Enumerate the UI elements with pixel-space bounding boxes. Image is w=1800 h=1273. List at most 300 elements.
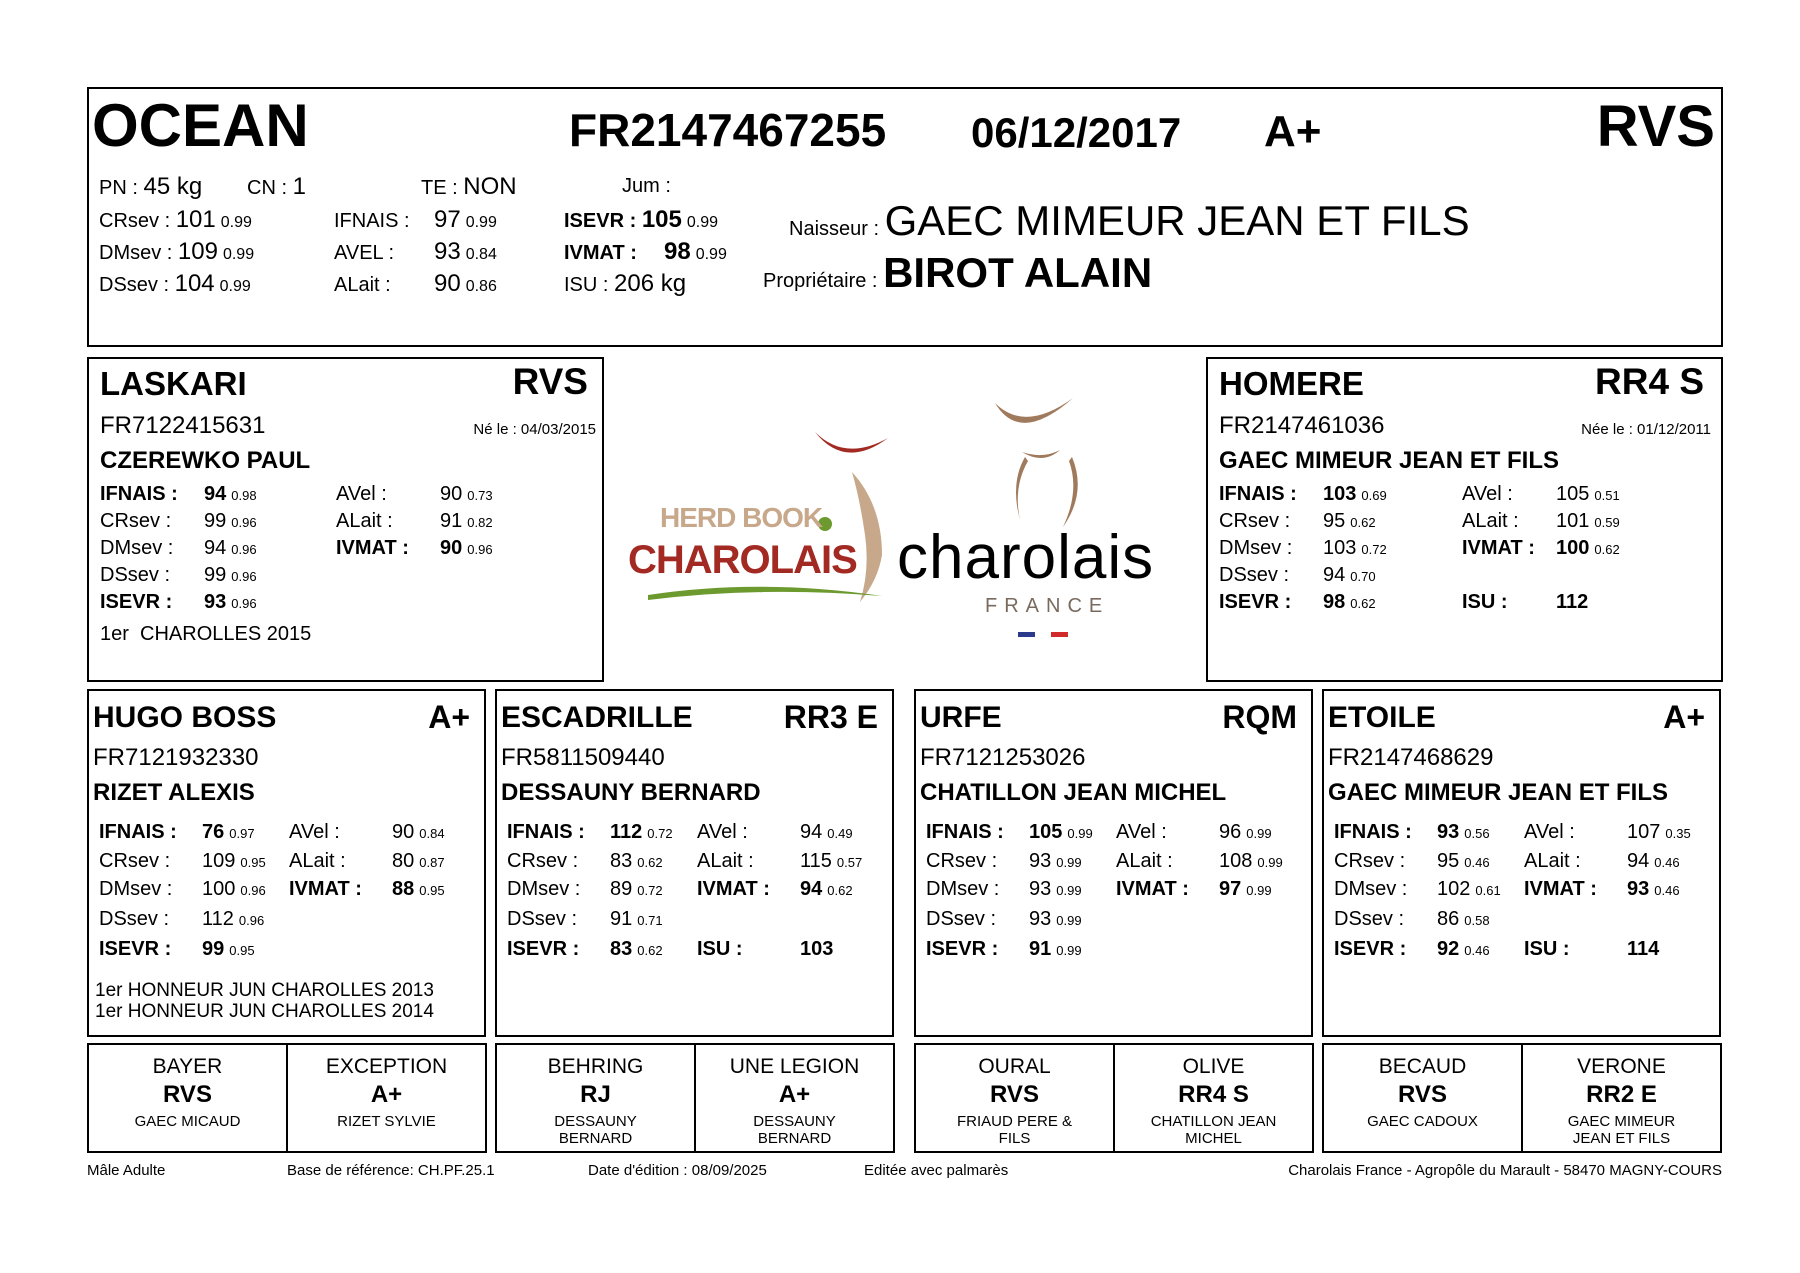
gp-isu-row	[1524, 938, 1659, 961]
crsev-value: 95	[1437, 850, 1460, 872]
dssev-value: 91	[610, 908, 633, 930]
grandparent-box-2	[495, 689, 894, 1037]
crsev-label: CRsev :	[100, 510, 172, 532]
sire-ifnais-row	[100, 483, 257, 506]
proprietaire-value: BIROT ALAIN	[883, 249, 1153, 296]
crsev-label: CRsev :	[1334, 850, 1406, 872]
alait-value: 91	[440, 510, 463, 532]
ifnais-label: IFNAIS :	[1219, 483, 1297, 505]
ivmat-cd: 0.96	[467, 542, 493, 557]
great-grandparent-content	[1115, 1055, 1312, 1147]
grandparent-owner: CHATILLON JEAN MICHEL	[920, 779, 1227, 806]
dssev-value: 86	[1437, 908, 1460, 930]
grandparent-box-1	[87, 689, 486, 1037]
alait-label: ALait :	[1116, 850, 1173, 872]
isevr-value: 93	[204, 591, 227, 613]
charolais-text: charolais	[897, 523, 1155, 592]
isevr-value: 105	[641, 206, 682, 233]
ifnais-cd: 0.56	[1464, 826, 1490, 841]
avel-value: 90	[392, 821, 415, 843]
avel-value: 96	[1219, 821, 1242, 843]
great-grandparent-owner-line-1: GAEC CADOUX	[1367, 1113, 1478, 1130]
gp-ifnais-row	[507, 821, 673, 844]
dam-owner: GAEC MIMEUR JEAN ET FILS	[1219, 447, 1560, 474]
avel-value: 105	[1556, 483, 1590, 505]
alait-cd: 0.57	[836, 855, 863, 870]
gp-ivmat-row	[697, 878, 853, 901]
sire-qualification: RVS	[512, 361, 588, 402]
dam-box	[1206, 357, 1723, 682]
dam-name: HOMERE	[1219, 365, 1364, 402]
avel-cd: 0.73	[467, 488, 493, 503]
ivmat-cd: 0.46	[1654, 883, 1680, 898]
grandparent-name: HUGO BOSS	[93, 701, 277, 734]
grandparent-box-4	[1322, 689, 1721, 1037]
dssev-cd: 0.70	[1350, 569, 1376, 584]
avel-label: AVel :	[289, 821, 340, 843]
ivmat-cd: 0.95	[419, 883, 445, 898]
gp-avel-row	[1524, 821, 1691, 844]
gp-alait-row	[1116, 850, 1283, 873]
ifnais-label: IFNAIS :	[334, 210, 410, 232]
gp-dssev-row	[1334, 908, 1490, 931]
crsev-cd: 0.99	[1056, 855, 1082, 870]
crsev-label: CRsev :	[99, 850, 171, 872]
charolais-herdbook-text: CHAROLAIS	[628, 538, 857, 582]
great-grandparent-name: EXCEPTION	[325, 1055, 448, 1078]
cn-label: CN :	[247, 177, 287, 199]
dssev-label: DSsev :	[507, 908, 578, 930]
avel-cd: 0.35	[1665, 826, 1691, 841]
crsev-value: 99	[204, 510, 227, 532]
great-grandparent-owner-line-2: BERNARD	[757, 1130, 832, 1147]
sire-alait-row	[336, 510, 493, 533]
gp-crsev-row	[507, 850, 663, 873]
great-grandparent-qualification: RVS	[163, 1081, 212, 1108]
isevr-label: ISEVR :	[926, 938, 999, 960]
dssev-cd: 0.58	[1464, 913, 1490, 928]
great-grandparent-box-2	[286, 1043, 487, 1153]
avel-value: 93	[434, 238, 461, 265]
sire-ivmat-row	[336, 537, 493, 560]
ifnais-value: 112	[610, 821, 643, 843]
ivmat-row	[564, 238, 727, 266]
dam-isu-row	[1462, 591, 1588, 614]
proprietaire-field	[763, 249, 1152, 297]
great-grandparent-content	[1324, 1055, 1521, 1130]
animal-name: OCEAN	[92, 92, 309, 159]
gp-ifnais-row	[1334, 821, 1490, 844]
dmsev-label: DMsev :	[100, 537, 174, 559]
sire-isevr-row	[100, 591, 257, 614]
great-grandparent-owner-line-1: RIZET SYLVIE	[337, 1113, 436, 1130]
crsev-cd: 0.99	[220, 214, 252, 231]
avel-cd: 0.51	[1594, 488, 1620, 503]
sire-dmsev-row	[100, 537, 257, 560]
gp-dssev-row	[926, 908, 1082, 931]
dssev-cd: 0.96	[238, 913, 265, 928]
gp-dssev-row	[507, 908, 663, 931]
gp-alait-row	[1524, 850, 1680, 873]
crsev-value: 83	[610, 850, 633, 872]
ifnais-value: 94	[204, 483, 227, 505]
crsev-label: CRsev :	[1219, 510, 1291, 532]
avel-cd: 0.84	[465, 246, 497, 263]
dssev-value: 104	[174, 270, 215, 297]
isevr-label: ISEVR :	[1219, 591, 1292, 613]
ivmat-value: 97	[1219, 878, 1242, 900]
grandparent-qualification: A+	[428, 699, 470, 735]
crsev-label: CRsev :	[507, 850, 579, 872]
ifnais-label: IFNAIS :	[507, 821, 585, 843]
footer-palmares: Editée avec palmarès	[864, 1162, 1009, 1179]
cn-field	[247, 173, 306, 201]
crsev-value: 109	[202, 850, 236, 872]
isevr-cd: 0.62	[637, 943, 663, 958]
charolais-france-logo	[895, 395, 1195, 645]
ivmat-value: 94	[800, 878, 823, 900]
gp-crsev-row	[99, 850, 266, 873]
isevr-label: ISEVR :	[100, 591, 173, 613]
ifnais-label: IFNAIS :	[100, 483, 178, 505]
alait-row	[334, 270, 497, 298]
alait-label: ALait :	[1462, 510, 1519, 532]
ifnais-value: 97	[434, 206, 461, 233]
avel-value: 90	[440, 483, 463, 505]
dam-alait-row	[1462, 510, 1620, 533]
dam-crsev-row	[1219, 510, 1376, 533]
isevr-value: 98	[1323, 591, 1346, 613]
animal-header-box	[87, 87, 1723, 347]
great-grandparent-owner-line-1: DESSAUNY	[753, 1113, 836, 1130]
alait-cd: 0.86	[465, 278, 497, 295]
grandparent-box-3	[914, 689, 1313, 1037]
footer-edition-date: Date d'édition : 08/09/2025	[588, 1162, 767, 1179]
dssev-label: DSsev :	[1219, 564, 1290, 586]
great-grandparent-owner-line-2: FILS	[998, 1130, 1031, 1147]
great-grandparent-box-7	[1322, 1043, 1523, 1153]
ifnais-value: 93	[1437, 821, 1460, 843]
great-grandparent-box-5	[914, 1043, 1115, 1153]
grandparent-owner: GAEC MIMEUR JEAN ET FILS	[1328, 779, 1669, 806]
ivmat-label: IVMAT :	[289, 878, 362, 900]
france-text: FRANCE	[985, 595, 1110, 617]
crsev-value: 95	[1323, 510, 1346, 532]
great-grandparent-owner-line-2: JEAN ET FILS	[1572, 1130, 1671, 1147]
dmsev-cd: 0.96	[231, 542, 257, 557]
great-grandparent-box-1	[87, 1043, 288, 1153]
dmsev-cd: 0.96	[240, 883, 266, 898]
crsev-value: 101	[175, 206, 216, 233]
ifnais-cd: 0.97	[229, 826, 255, 841]
gp-avel-row	[289, 821, 445, 844]
isevr-cd: 0.46	[1464, 943, 1490, 958]
te-label: TE :	[421, 177, 458, 199]
sire-crsev-row	[100, 510, 257, 533]
great-grandparent-content	[288, 1055, 485, 1130]
dmsev-cd: 0.99	[222, 246, 255, 263]
pn-field	[99, 173, 202, 201]
gp-dmsev-row	[99, 878, 266, 901]
isevr-label: ISEVR :	[507, 938, 580, 960]
great-grandparent-box-3	[495, 1043, 696, 1153]
ivmat-label: IVMAT :	[697, 878, 770, 900]
ivmat-cd: 0.62	[1594, 542, 1620, 557]
sire-award: 1er CHAROLLES 2015	[100, 623, 312, 645]
great-grandparent-qualification: A+	[778, 1081, 811, 1108]
alait-cd: 0.82	[467, 515, 493, 530]
isu-value: 112	[1556, 591, 1589, 613]
alait-cd: 0.46	[1654, 855, 1680, 870]
gp-alait-row	[697, 850, 862, 873]
sire-name: LASKARI	[100, 365, 247, 402]
isevr-label: ISEVR :	[1334, 938, 1407, 960]
dssev-cd: 0.71	[637, 913, 663, 928]
avel-label: AVel :	[1116, 821, 1167, 843]
gp-isevr-row	[507, 938, 663, 961]
isevr-cd: 0.95	[229, 943, 255, 958]
alait-cd: 0.59	[1594, 515, 1620, 530]
isu-value: 206 kg	[614, 270, 687, 297]
avel-cd: 0.99	[1246, 826, 1272, 841]
great-grandparent-owner-line-1: GAEC MIMEUR	[1567, 1113, 1676, 1130]
great-grandparent-box-4	[694, 1043, 895, 1153]
sire-owner: CZEREWKO PAUL	[100, 447, 311, 474]
footer-base: Base de référence: CH.PF.25.1	[287, 1162, 495, 1179]
animal-birth-date: 06/12/2017	[971, 109, 1182, 156]
great-grandparent-name: OURAL	[978, 1055, 1051, 1078]
animal-qualification: RVS	[1596, 94, 1715, 159]
gp-crsev-row	[1334, 850, 1490, 873]
gp-ifnais-row	[926, 821, 1093, 844]
grandparent-name: URFE	[920, 701, 1002, 734]
alait-label: ALait :	[697, 850, 754, 872]
alait-label: ALait :	[334, 274, 391, 296]
dssev-row	[99, 270, 251, 298]
alait-value: 101	[1556, 510, 1590, 532]
great-grandparent-name: BECAUD	[1378, 1055, 1467, 1078]
dmsev-label: DMsev :	[1334, 878, 1408, 900]
grandparent-owner: DESSAUNY BERNARD	[501, 779, 761, 806]
isevr-label: ISEVR :	[99, 938, 172, 960]
alait-value: 108	[1219, 850, 1253, 872]
alait-cd: 0.87	[419, 855, 445, 870]
dmsev-value: 93	[1029, 878, 1052, 900]
dam-dmsev-row	[1219, 537, 1387, 560]
avel-cd: 0.49	[827, 826, 853, 841]
great-grandparent-qualification: RVS	[1398, 1081, 1447, 1108]
dmsev-value: 100	[202, 878, 236, 900]
dmsev-row	[99, 238, 254, 266]
isevr-row	[564, 206, 718, 234]
great-grandparent-box-6	[1113, 1043, 1314, 1153]
flag-blue-dash	[1018, 632, 1035, 637]
proprietaire-label: Propriétaire :	[763, 270, 878, 292]
isu-row	[564, 270, 686, 298]
ifnais-value: 105	[1029, 821, 1063, 843]
dssev-value: 99	[204, 564, 227, 586]
avel-label: AVel :	[336, 483, 387, 505]
isevr-value: 92	[1437, 938, 1460, 960]
great-grandparent-qualification: RR4 S	[1178, 1081, 1249, 1108]
dam-qualification: RR4 S	[1595, 361, 1704, 402]
dmsev-value: 89	[610, 878, 633, 900]
te-value: NON	[463, 173, 517, 200]
sire-box	[87, 357, 604, 682]
ifnais-cd: 0.99	[465, 214, 497, 231]
great-grandparent-content	[1523, 1055, 1720, 1147]
dmsev-value: 94	[204, 537, 227, 559]
great-grandparent-owner-line-1: GAEC MICAUD	[134, 1113, 241, 1130]
alait-label: ALait :	[336, 510, 393, 532]
gp-isevr-row	[926, 938, 1082, 961]
alait-value: 94	[1627, 850, 1650, 872]
great-grandparent-name: BAYER	[152, 1055, 223, 1078]
ivmat-cd: 0.99	[1246, 883, 1272, 898]
dam-avel-row	[1462, 483, 1620, 506]
gp-ivmat-row	[1116, 878, 1272, 901]
grandparent-award-1: 1er HONNEUR JUN CHAROLLES 2013	[95, 980, 434, 1001]
gp-dssev-row	[99, 908, 264, 931]
ivmat-label: IVMAT :	[336, 537, 409, 559]
alait-label: ALait :	[289, 850, 346, 872]
grandparent-id: FR5811509440	[501, 744, 665, 771]
dssev-value: 94	[1323, 564, 1346, 586]
cn-value: 1	[292, 173, 306, 200]
pn-value: 45 kg	[143, 173, 203, 200]
jum-label: Jum :	[622, 175, 671, 197]
grandparent-id: FR2147468629	[1328, 744, 1494, 771]
dmsev-value: 109	[177, 238, 218, 265]
isu-label: ISU :	[1462, 591, 1508, 613]
dssev-label: DSsev :	[99, 908, 170, 930]
great-grandparent-owner-line-1: DESSAUNY	[554, 1113, 637, 1130]
grandparent-qualification: RQM	[1222, 699, 1297, 735]
dssev-cd: 0.96	[231, 569, 257, 584]
dssev-cd: 0.99	[1056, 913, 1082, 928]
ifnais-cd: 0.98	[231, 488, 257, 503]
gp-isevr-row	[99, 938, 255, 961]
dam-ivmat-row	[1462, 537, 1620, 560]
alait-label: ALait :	[1524, 850, 1581, 872]
avel-cd: 0.84	[419, 826, 445, 841]
dmsev-value: 102	[1437, 878, 1471, 900]
dam-dssev-row	[1219, 564, 1376, 587]
isevr-cd: 0.96	[231, 596, 257, 611]
grandparent-owner: RIZET ALEXIS	[93, 779, 255, 806]
great-grandparent-qualification: A+	[370, 1081, 403, 1108]
avel-label: AVEL :	[334, 242, 395, 264]
ivmat-value: 98	[664, 238, 691, 265]
dmsev-label: DMsev :	[926, 878, 1000, 900]
dam-ifnais-row	[1219, 483, 1387, 506]
avel-row	[334, 238, 497, 266]
dam-birth-date: Née le : 01/12/2011	[1581, 421, 1711, 438]
avel-label: AVel :	[697, 821, 748, 843]
naisseur-label: Naisseur :	[789, 218, 880, 240]
isu-label: ISU :	[564, 274, 609, 296]
great-grandparent-content	[89, 1055, 286, 1130]
great-grandparent-qualification: RJ	[580, 1081, 611, 1108]
dmsev-cd: 0.99	[1056, 883, 1082, 898]
avel-label: AVel :	[1462, 483, 1513, 505]
crsev-label: CRsev :	[926, 850, 998, 872]
ifnais-label: IFNAIS :	[1334, 821, 1412, 843]
ifnais-label: IFNAIS :	[99, 821, 177, 843]
isu-value: 103	[800, 938, 834, 960]
ivmat-cd: 0.62	[827, 883, 853, 898]
ivmat-label: IVMAT :	[1116, 878, 1189, 900]
sire-birth-date: Né le : 04/03/2015	[473, 421, 596, 438]
crsev-label: CRsev :	[99, 210, 171, 232]
alait-value: 80	[392, 850, 415, 872]
ifnais-cd: 0.72	[647, 826, 673, 841]
herd-book-text: HERD BOOK	[660, 502, 823, 533]
footer-category: Mâle Adulte	[87, 1162, 166, 1179]
great-grandparent-owner-line-1: CHATILLON JEAN	[1150, 1113, 1277, 1130]
dssev-value: 112	[202, 908, 234, 930]
gp-alait-row	[289, 850, 445, 873]
crsev-cd: 0.96	[231, 515, 257, 530]
gp-dmsev-row	[507, 878, 663, 901]
great-grandparent-content	[497, 1055, 694, 1147]
animal-id: FR2147467255	[569, 104, 887, 156]
dmsev-cd: 0.61	[1475, 883, 1501, 898]
ifnais-row	[334, 206, 497, 234]
grandparent-qualification: A+	[1663, 699, 1705, 735]
grandparent-qualification: RR3 E	[783, 699, 878, 735]
gp-dmsev-row	[926, 878, 1082, 901]
ivmat-value: 93	[1627, 878, 1650, 900]
dmsev-value: 103	[1323, 537, 1357, 559]
ivmat-label: IVMAT :	[1462, 537, 1535, 559]
sire-dssev-row	[100, 564, 257, 587]
dmsev-cd: 0.72	[1361, 542, 1387, 557]
grandparent-id: FR7121932330	[93, 744, 259, 771]
animal-grade: A+	[1264, 107, 1322, 156]
grandparent-name: ESCADRILLE	[501, 701, 693, 734]
isevr-value: 99	[202, 938, 225, 960]
avel-label: AVel :	[1524, 821, 1575, 843]
ivmat-value: 100	[1556, 537, 1590, 559]
ifnais-cd: 0.99	[1067, 826, 1093, 841]
great-grandparent-name: UNE LEGION	[729, 1055, 860, 1078]
dmsev-cd: 0.72	[637, 883, 663, 898]
gp-ifnais-row	[99, 821, 255, 844]
dssev-label: DSsev :	[100, 564, 171, 586]
great-grandparent-content	[916, 1055, 1113, 1147]
great-grandparent-name: VERONE	[1577, 1055, 1666, 1078]
sire-avel-row	[336, 483, 493, 506]
isevr-cd: 0.99	[686, 214, 718, 231]
great-grandparent-qualification: RVS	[990, 1081, 1039, 1108]
ifnais-cd: 0.69	[1361, 488, 1387, 503]
gp-avel-row	[1116, 821, 1272, 844]
dssev-label: DSsev :	[1334, 908, 1405, 930]
great-grandparent-qualification: RR2 E	[1586, 1081, 1657, 1108]
gp-dmsev-row	[1334, 878, 1501, 901]
dam-id: FR2147461036	[1219, 412, 1385, 439]
gp-ivmat-row	[289, 878, 445, 901]
alait-cd: 0.99	[1257, 855, 1283, 870]
footer-address: Charolais France - Agropôle du Marault - 58470 MAGNY-COURS	[1288, 1162, 1722, 1179]
ifnais-value: 76	[202, 821, 225, 843]
great-grandparent-content	[696, 1055, 893, 1147]
crsev-cd: 0.46	[1464, 855, 1490, 870]
alait-value: 90	[434, 270, 461, 297]
ifnais-label: IFNAIS :	[926, 821, 1004, 843]
crsev-cd: 0.62	[1350, 515, 1376, 530]
